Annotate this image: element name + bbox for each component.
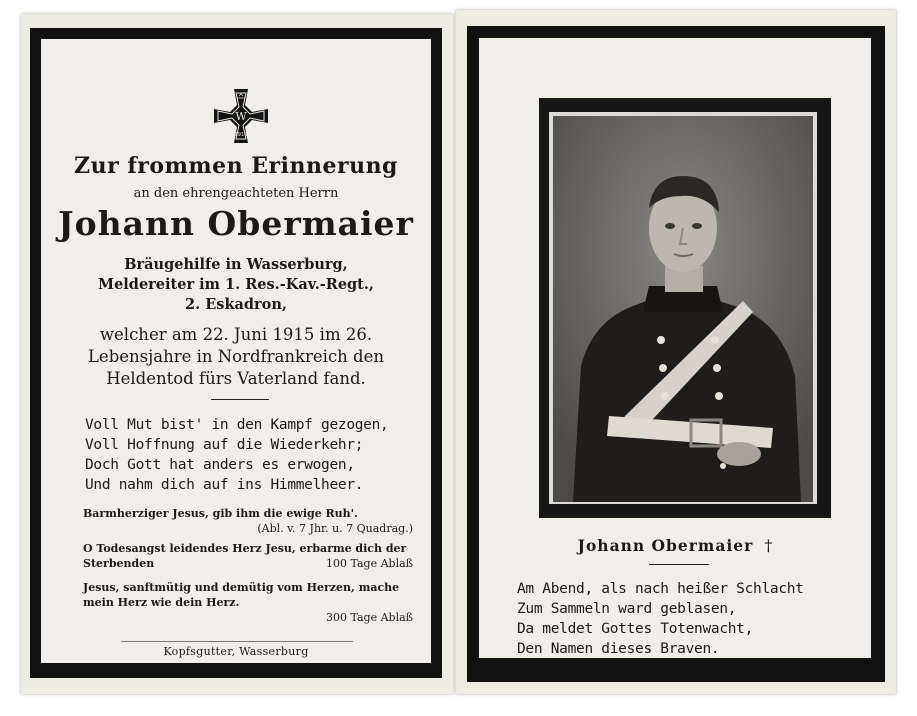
divider [211,399,269,400]
portrait-caption [479,536,871,555]
poem-line: Den Namen dieses Braven. [517,641,720,657]
prayer-note: (Abl. v. 7 Jhr. u. 7 Quadrag.) [257,522,413,535]
poem-line: Voll Mut bist' in den Kampf gezogen, [85,417,389,433]
iron-cross-icon [212,87,270,145]
divider [649,564,709,565]
poem-line: Zum Sammeln ward geblasen, [517,601,737,617]
bio-line: Lebensjahre in Nordfrankreich den [87,347,385,366]
prayer-item [83,541,413,571]
poem-line: Da meldet Gottes Totenwacht, [517,621,754,637]
prayer-item [83,580,413,625]
role-line: Bräugehilfe in Wasserburg, [124,256,348,273]
prayer-text: O Todesangst leidendes Herz Jesu, erbarme dich der Sterbenden [83,542,407,570]
caption-name: Johann Obermaier [577,536,754,555]
left-panel [41,39,431,663]
bio-line: welcher am 22. Juni 1915 im 26. [99,325,373,344]
right-card [456,10,896,694]
prayer-note: 300 Tage Ablaß [326,611,413,624]
prayer-text: Barmherziger Jesus, gib ihm die ewige Ruh'. [83,507,358,520]
poem-line: Und nahm dich auf ins Himmelheer. [85,477,364,493]
prayer-text: Jesus, sanftmütig und demütig vom Herzen, mache mein Herz wie dein Herz. [83,581,400,609]
cross-mark-icon: † [764,536,773,555]
cross-year: 1914 [234,132,248,138]
poem-line: Voll Hoffnung auf die Wiederkehr; [85,437,364,453]
poem-line: Am Abend, als nach heißer Schlacht [517,581,804,597]
left-card [21,14,453,694]
poem-line: Doch Gott hat anders es erwogen, [85,457,355,473]
role-line: Meldereiter im 1. Res.-Kav.-Regt., [98,276,374,293]
memorial-title: Zur frommen Erinnerung [74,153,398,179]
memorial-subtitle: an den ehrengeachteten Herrn [133,186,339,201]
right-panel [479,38,871,658]
bio-line: Heldentod fürs Vaterland fand. [106,369,366,388]
deceased-name: Johann Obermaier [58,204,414,243]
photo-mat [549,112,817,504]
prayer-note: 100 Tage Ablaß [326,557,413,570]
role-line: 2. Eskadron, [185,296,287,313]
soldier-portrait-photo [553,116,813,502]
cross-letter: W [235,110,247,123]
printer-imprint: Kopfsgutter, Wasserburg [163,645,309,658]
printer-rule [121,641,353,642]
photo-frame [539,98,831,518]
mourning-border [467,26,885,682]
prayer-item [83,506,413,536]
mourning-border [30,28,442,678]
